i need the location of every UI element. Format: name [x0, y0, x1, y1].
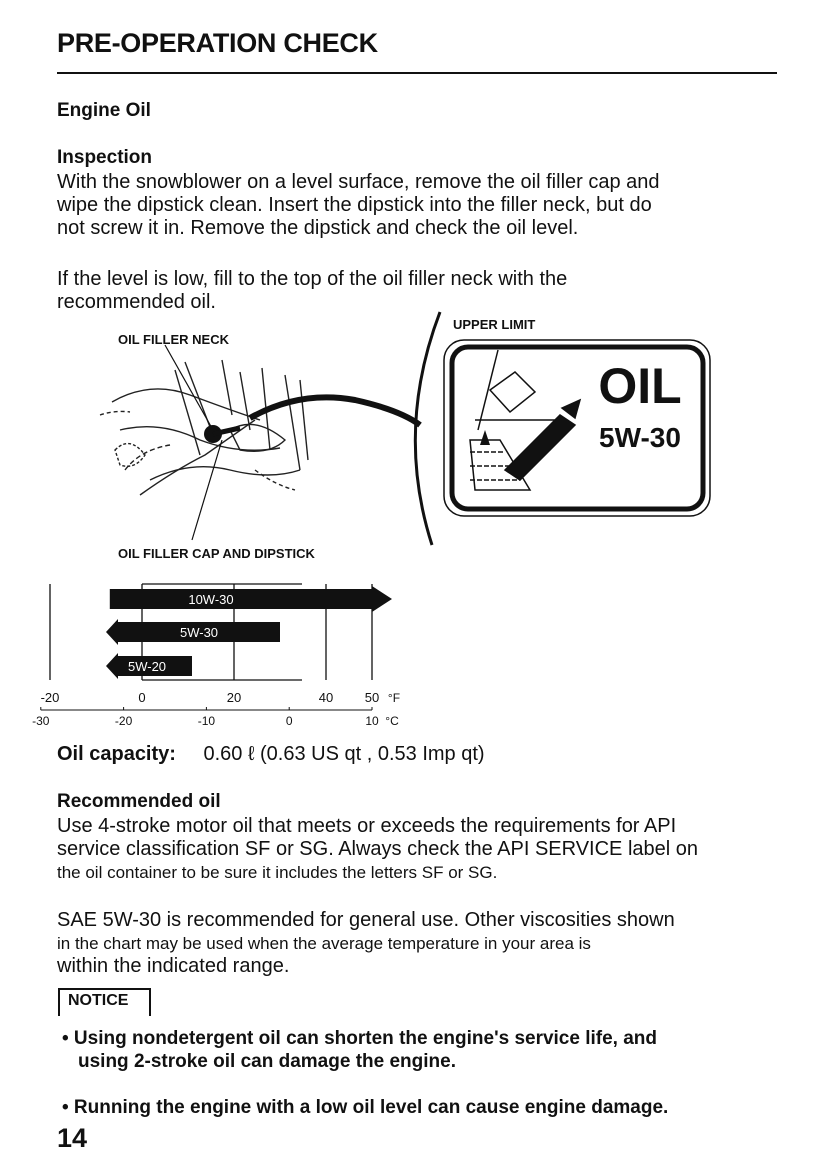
oil-capacity-value: 0.60 ℓ (0.63 US qt , 0.53 Imp qt) [203, 743, 485, 765]
inspection-line-3: not screw it in. Remove the dipstick and check the oil level. [57, 217, 579, 239]
tick-unit-f: °F [387, 691, 401, 705]
recommended-line-2: service classification SF or SG. Always check the API SERVICE label on [57, 838, 699, 860]
callout-bracket [415, 312, 440, 545]
recommended-line-3: the oil container to be sure it includes the letters SF or SG. [57, 863, 498, 882]
viscosity-bar-label: 10W-30 [188, 592, 234, 607]
tick-label-f: -20 [40, 690, 60, 705]
fill-line-2: recommended oil. [57, 291, 216, 313]
tick-unit-c: °C [385, 714, 399, 728]
recommended-line-1: Use 4-stroke motor oil that meets or exceeds the requirements for API [57, 815, 677, 837]
notice-bullet-1-line-2: using 2-stroke oil can damage the engine. [78, 1051, 456, 1072]
viscosity-bar-label: 5W-20 [127, 659, 167, 674]
tick-label-f: 20 [226, 690, 242, 705]
tick-label-f: 0 [138, 690, 146, 705]
page-number: 14 [57, 1123, 88, 1153]
tick-label-c: 10 [365, 714, 379, 728]
callout-connector [250, 397, 420, 425]
chart-ticks-fahrenheit [41, 690, 400, 705]
tick-label-c: 0 [285, 714, 293, 728]
sae-line-1: SAE 5W-30 is recommended for general use. Other viscosities shown [57, 909, 675, 931]
notice-label: NOTICE [68, 992, 129, 1009]
oil-filler-neck-label: OIL FILLER NECK [118, 332, 229, 347]
sae-text [57, 909, 777, 978]
viscosity-bar-label: 5W-30 [179, 625, 219, 640]
tick-label-c: -20 [114, 714, 133, 728]
inspection-line-1: With the snowblower on a level surface, remove the oil filler cap and [57, 171, 660, 193]
recommended-text [57, 815, 777, 884]
notice-bullet-1-line-1: • Using nondetergent oil can shorten the engine's service life, and [62, 1028, 658, 1049]
oil-capacity-row [57, 743, 485, 766]
recommended-heading: Recommended oil [57, 791, 221, 812]
tick-label-f: 40 [318, 690, 334, 705]
upper-limit-label: UPPER LIMIT [453, 317, 536, 332]
notice-box [58, 988, 151, 1016]
cap-leader-line [192, 440, 222, 540]
oil-decal [444, 340, 710, 516]
section-heading: Engine Oil [57, 100, 151, 121]
inspection-line-2: wipe the dipstick clean. Insert the dipstick into the filler neck, but do [57, 194, 652, 216]
decal-oil-text: OIL [598, 358, 682, 414]
notice-bullet-2: • Running the engine with a low oil level can cause engine damage. [62, 1097, 669, 1118]
tick-label-c: -30 [32, 714, 50, 728]
chart-ticks-celsius [32, 707, 399, 728]
tick-label-f: 50 [364, 690, 380, 705]
viscosity-chart [0, 570, 420, 730]
chart-bars [106, 586, 392, 679]
page-title: PRE-OPERATION CHECK [57, 28, 378, 58]
notice-bullet-1 [62, 1027, 778, 1073]
sae-line-2: in the chart may be used when the average temperature in your area is [57, 934, 591, 953]
fill-line-1: If the level is low, fill to the top of the oil filler neck with the [57, 268, 568, 290]
oil-capacity-label: Oil capacity: [57, 743, 176, 765]
engine-sketch [100, 360, 308, 495]
oil-filler-cap-label: OIL FILLER CAP AND DIPSTICK [118, 546, 315, 561]
decal-grade-text: 5W-30 [599, 422, 681, 453]
tick-label-c: -10 [197, 714, 216, 728]
sae-line-3: within the indicated range. [57, 955, 290, 977]
oil-filler-illustration [0, 0, 826, 580]
viscosity-bar [110, 586, 392, 612]
inspection-heading: Inspection [57, 147, 153, 168]
